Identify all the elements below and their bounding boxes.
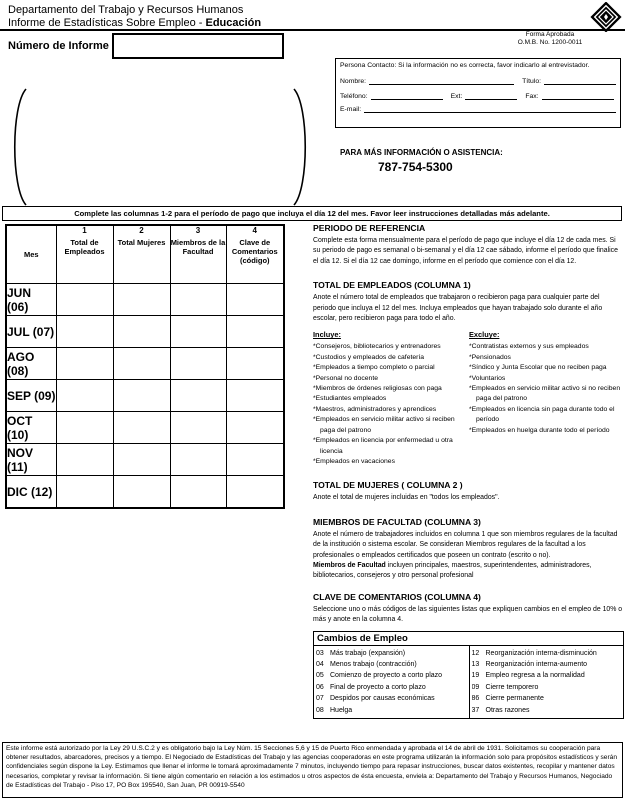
cell-jul-empleados[interactable]: [56, 316, 113, 348]
exclude-item: *Voluntarios: [469, 374, 506, 382]
code-row: [316, 659, 469, 670]
cell-sep-empleados[interactable]: [56, 380, 113, 412]
cell-jun-mujeres[interactable]: [113, 284, 170, 316]
column1-body: Anote el número total de empleados que trabajaron o recibieron paga para cualquier parte del periodo que incluya el 12 del mes. Incluya empleados que hayan trabajado solo durante el año escolar, pero recibieron paga para todo el año.: [313, 294, 603, 323]
month-label: AGO (08): [6, 348, 56, 380]
cell-oct-mujeres[interactable]: [113, 412, 170, 444]
title-field[interactable]: [544, 76, 616, 85]
employment-changes-title: Cambios de Empleo: [314, 632, 623, 646]
col-header-1: [56, 225, 113, 284]
code-value: 19: [471, 672, 480, 680]
report-title: [8, 17, 261, 29]
col-label-1: Total de Empleados: [64, 238, 105, 256]
code-value: 86: [471, 695, 480, 703]
right-bracket-icon: [294, 89, 305, 205]
column4-body: Seleccione uno o más códigos de las siguientes listas que expliquen cambios en el empleo de 10% o más y anote en la columna 4.: [313, 605, 623, 624]
contact-phone-row: [340, 91, 616, 100]
cell-nov-facultad[interactable]: [170, 444, 226, 476]
code-value: 08: [316, 706, 324, 714]
column2-body: Anote el total de mujeres incluidas en "todos los empleados".: [313, 494, 500, 502]
cell-dic-empleados[interactable]: [56, 476, 113, 509]
cell-sep-mujeres[interactable]: [113, 380, 170, 412]
code-value: 37: [471, 706, 480, 714]
name-label: Nombre:: [340, 78, 367, 85]
email-label: E-mail:: [340, 106, 362, 113]
code-row: [316, 648, 469, 659]
include-item: *Personal no docente: [313, 374, 378, 382]
column1-heading: TOTAL DE EMPLEADOS (COLUMNA 1): [313, 280, 471, 291]
col-number-1: 1: [82, 226, 87, 235]
table-header-row: [6, 225, 284, 284]
address-window: [4, 86, 316, 213]
employment-changes-table: [313, 631, 624, 719]
omb-approval: [480, 31, 620, 47]
instructions-column: [313, 223, 624, 719]
ext-label: Ext:: [450, 93, 463, 100]
code-label: Cierre permanente: [485, 695, 544, 703]
assistance-phone: 787-754-5300: [378, 160, 453, 174]
col-header-2: [113, 225, 170, 284]
month-label: JUL (07): [6, 316, 56, 348]
code-value: 09: [471, 683, 480, 691]
name-field[interactable]: [369, 76, 514, 85]
cell-dic-facultad[interactable]: [170, 476, 226, 509]
legal-footer: Este informe está autorizado por la Ley 29 U.S.C.2 y es obligatorio bajo la Ley Núm. 15 Secciones 5,6 y 15 de Puerto Rico enmendada y aprobada el 14 de abril de 1931. Solicitamos su cooperación para obtener resultados, abarcadores, precisos y a tiempo. El Negociado de Estadísticas del Trabajo y las agencias cooperadoras en este programa utilizarán la información solo para propósitos estadísticos y serán confidenciales según dispone la Ley. Estimamos que llenar el informe le tomará aproximadamente 7 minutos, incluyendo tiempo para repasar instrucciones, buscar datos existentes, recopilar y mantener datos necesarios, completar y revisar la información. Si tiene algún comentario en relación a los estimados u otros aspectos de ésta encuesta, enviela a: Departamento del Trabajo y Recursos Humanos, Negociado de Estadísticas del Trabajo - Piso 17, PO Box 195540, San Juan, PR 00919-5540: [2, 742, 623, 798]
col-label-4: Clave de Comentarios (código): [231, 238, 278, 265]
column3-body: Anote el número de trabajadores incluidos en columna 1 que son miembros regulares de la facultad de la institución o sistema escolar. Se consideran Miembros regulares de la facultad a los profesionales o empleados certificados que poseen un contrato (escrito o no).: [313, 530, 618, 559]
table-row: [6, 348, 284, 380]
table-row: [6, 284, 284, 316]
fax-field[interactable]: [542, 91, 614, 100]
instruction-banner: Complete las columnas 1-2 para el período de pago que incluya el día 12 del mes. Favor leer instrucciones detalladas más adelante.: [2, 206, 622, 221]
col-header-mes: Mes: [6, 225, 56, 284]
code-label: Cierre temporero: [485, 683, 539, 691]
report-title-program: Educación: [205, 17, 262, 29]
code-row: [472, 693, 624, 704]
exclude-item: *Síndico y Junta Escolar que no reciben paga: [469, 364, 607, 372]
code-row: [472, 705, 624, 716]
exclude-item: *Contratistas externos y sus empleados: [469, 343, 589, 351]
cell-oct-facultad[interactable]: [170, 412, 226, 444]
table-row: [6, 380, 284, 412]
cell-nov-mujeres[interactable]: [113, 444, 170, 476]
code-label: Menos trabajo (contracción): [330, 660, 417, 668]
cell-sep-clave[interactable]: [226, 380, 284, 412]
cell-nov-clave[interactable]: [226, 444, 284, 476]
exclude-column: [469, 330, 624, 467]
code-label: Otras razones: [485, 706, 530, 714]
email-field[interactable]: [364, 104, 616, 113]
column3-heading: MIEMBROS DE FACULTAD (COLUMNA 3): [313, 516, 481, 527]
phone-label: Teléfono:: [340, 93, 368, 100]
code-row: [316, 705, 469, 716]
cell-ago-clave[interactable]: [226, 348, 284, 380]
exclude-item: *Empleados en servicio militar activo si no reciben paga del patrono: [469, 385, 621, 403]
code-row: [472, 682, 624, 693]
cell-ago-empleados[interactable]: [56, 348, 113, 380]
table-row: [6, 444, 284, 476]
code-row: [472, 659, 624, 670]
cell-ago-mujeres[interactable]: [113, 348, 170, 380]
codes-left-column: [314, 646, 469, 718]
code-row: [316, 682, 469, 693]
code-label: Reorganización interna-aumento: [485, 660, 588, 668]
code-value: 07: [316, 695, 324, 703]
month-label: SEP (09): [6, 380, 56, 412]
ext-field[interactable]: [465, 91, 517, 100]
code-row: [472, 670, 624, 681]
contact-email-row: [340, 104, 616, 113]
month-label: NOV (11): [6, 444, 56, 476]
include-item: *Maestros, administradores y aprendices: [313, 405, 437, 413]
cell-dic-clave[interactable]: [226, 476, 284, 509]
code-value: 06: [316, 683, 324, 691]
cell-nov-empleados[interactable]: [56, 444, 113, 476]
include-item: *Miembros de órdenes religiosas con paga: [313, 385, 442, 393]
code-label: Final de proyecto a corto plazo: [330, 683, 426, 691]
cell-oct-clave[interactable]: [226, 412, 284, 444]
code-label: Despidos por causas económicas: [330, 695, 435, 703]
month-label: OCT (10): [6, 412, 56, 444]
include-heading: Incluye:: [313, 330, 341, 340]
code-row: [316, 670, 469, 681]
column3-members-rest: incluyen principales, maestros, superintendentes, administradores, bibliotecarios, consejeros y otro personal profesional: [313, 561, 592, 580]
contact-name-row: [340, 76, 616, 85]
codes-right-column: [469, 646, 624, 718]
include-item: *Empleados en vacaciones: [313, 457, 395, 465]
code-value: 03: [316, 649, 324, 657]
col-number-3: 3: [195, 226, 201, 235]
phone-field[interactable]: [371, 91, 443, 100]
column3-members-bold: Miembros de Facultad: [313, 561, 386, 569]
table-row: [6, 412, 284, 444]
omb-approval-line2: O.M.B. No. 1200-0011: [517, 39, 583, 46]
include-exclude-lists: [313, 330, 624, 467]
code-value: 05: [316, 672, 324, 680]
cell-jul-facultad[interactable]: [170, 316, 226, 348]
column2-heading: TOTAL DE MUJERES ( COLUMNA 2 ): [313, 480, 463, 491]
report-number-input[interactable]: [112, 33, 284, 59]
fax-label: Fax:: [525, 93, 539, 100]
col-header-3: [170, 225, 226, 284]
cell-jul-clave[interactable]: [226, 316, 284, 348]
contact-box: [335, 58, 621, 128]
col-label-3: Miembros de la Facultad: [170, 238, 226, 256]
department-logo-icon: [590, 2, 622, 32]
code-label: Huelga: [330, 706, 353, 714]
cell-ago-facultad[interactable]: [170, 348, 226, 380]
include-column: [313, 330, 469, 467]
code-label: Comienzo de proyecto a corto plazo: [330, 672, 443, 680]
column4-heading: CLAVE DE COMENTARIOS (COLUMNA 4): [313, 591, 481, 602]
col-number-2: 2: [139, 226, 144, 235]
include-item: *Empleados a tiempo completo o parcial: [313, 364, 435, 372]
include-item: *Empleados en licencia por enfermedad u otra licencia: [313, 437, 453, 455]
month-label: DIC (12): [6, 476, 56, 509]
code-label: Reorganización interna-disminución: [485, 649, 597, 657]
report-number-label: Número de Informe: [8, 40, 109, 52]
code-value: 13: [471, 660, 480, 668]
table-row: [6, 316, 284, 348]
cell-jun-clave[interactable]: [226, 284, 284, 316]
cell-oct-empleados[interactable]: [56, 412, 113, 444]
exclude-heading: Excluye:: [469, 330, 500, 340]
include-item: *Estudiantes empleados: [313, 395, 387, 403]
assistance-heading: PARA MÁS INFORMACIÓN O ASISTENCIA:: [340, 148, 503, 157]
cell-jul-mujeres[interactable]: [113, 316, 170, 348]
exclude-item: *Pensionados: [469, 353, 511, 361]
table-row: [6, 476, 284, 509]
col-label-2: Total Mujeres: [117, 238, 166, 247]
reference-period-body: Complete esta forma mensualmente para el período de pago que incluye el día 12 de cada mes. Si su periodo de pago es semanal o bi-semanal y el día 12 cae sábado, informe el período que finalice el día 12. Si el día 12 cae domingo, informe en el período que comience con el día 12.: [313, 237, 618, 265]
left-bracket-icon: [15, 89, 26, 205]
code-row: [316, 693, 469, 704]
col-number-4: 4: [252, 226, 257, 235]
cell-dic-mujeres[interactable]: [113, 476, 170, 509]
title-label: Título:: [522, 78, 541, 85]
employment-table: [5, 224, 285, 509]
cell-jun-facultad[interactable]: [170, 284, 226, 316]
code-row: [472, 648, 624, 659]
omb-approval-line1: Forma Aprobada: [525, 31, 575, 38]
reference-period-heading: PERIODO DE REFERENCIA: [313, 223, 426, 233]
code-label: Más trabajo (expansión): [330, 649, 406, 657]
exclude-item: *Empleados en huelga durante todo el período: [469, 426, 610, 434]
report-title-prefix: Informe de Estadísticas Sobre Empleo -: [8, 17, 206, 29]
include-item: *Custodios y empleados de cafetería: [313, 353, 425, 361]
contact-intro: Persona Contacto: Si la información no es correcta, favor indicarlo al entrevistador.: [340, 62, 590, 69]
include-item: *Empleados en servicio militar activo si reciben paga del patrono: [313, 416, 455, 434]
exclude-item: *Empleados en licencia sin paga durante todo el período: [469, 405, 615, 424]
code-label: Empleo regresa a la normalidad: [485, 672, 585, 680]
column3-members: [313, 561, 624, 582]
month-label: JUN (06): [6, 284, 56, 316]
code-value: 04: [316, 660, 324, 668]
col-header-4: [226, 225, 284, 284]
cell-jun-empleados[interactable]: [56, 284, 113, 316]
code-value: 12: [471, 649, 480, 657]
department-title: Departamento del Trabajo y Recursos Humanos: [8, 4, 244, 16]
cell-sep-facultad[interactable]: [170, 380, 226, 412]
include-item: *Consejeros, bibliotecarios y entrenadores: [313, 343, 441, 351]
